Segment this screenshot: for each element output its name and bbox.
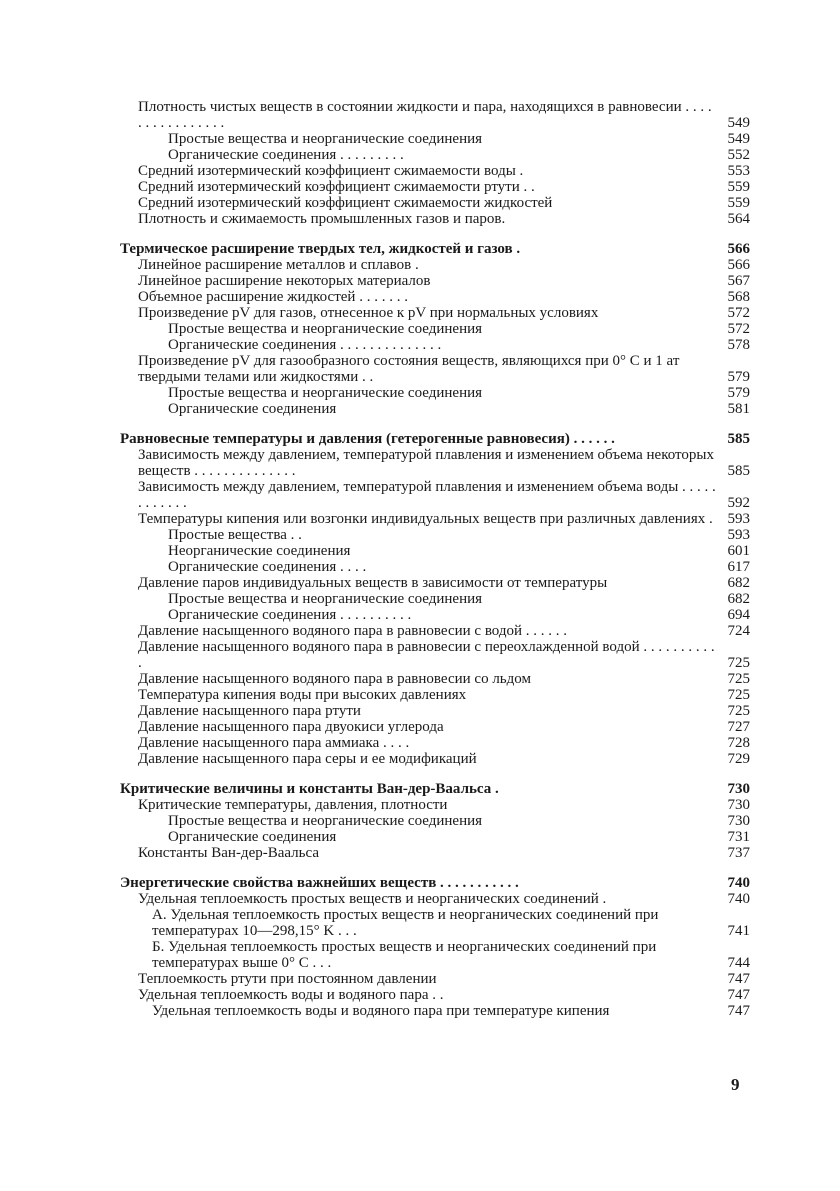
toc-entry-page: 593	[727, 511, 750, 527]
toc-entry-title: Плотность и сжимаемость промышленных газов и паров.	[138, 211, 506, 227]
toc-entry-title: Удельная теплоемкость простых веществ и неорганических соединений .	[138, 891, 607, 907]
toc-entry	[120, 751, 750, 767]
toc-entry-page: 592	[727, 495, 750, 511]
toc-entry-page: 747	[727, 971, 750, 987]
toc-entry-title: Объемное расширение жидкостей . . . . . . .	[138, 289, 408, 305]
toc-entry	[120, 401, 750, 417]
toc-entry-title: Давление насыщенного водяного пара в равновесии с переохлажденной водой . . . . . . . . . . .	[138, 639, 715, 671]
toc-entry	[120, 829, 750, 845]
toc-entry-title: Давление насыщенного водяного пара в равновесии с водой . . . . . .	[138, 623, 568, 639]
toc-entry	[120, 511, 750, 527]
toc-entry-page: 747	[727, 1003, 750, 1019]
toc-entry-title: Средний изотермический коэффициент сжимаемости ртути . .	[138, 179, 535, 195]
toc-entry	[120, 687, 750, 703]
toc-entry	[120, 891, 750, 907]
toc-entry-page: 585	[727, 431, 750, 447]
toc-entry	[120, 147, 750, 163]
section-gap	[120, 767, 750, 781]
toc-entry	[120, 971, 750, 987]
toc-entry-title: Давление насыщенного пара серы и ее модификаций	[138, 751, 477, 767]
toc-entry-title: Простые вещества и неорганические соединения	[168, 131, 483, 147]
toc-entry-page: 725	[727, 687, 750, 703]
toc-entry-page: 572	[727, 321, 750, 337]
toc-entry	[120, 527, 750, 543]
toc-entry-title: Органические соединения	[168, 829, 337, 845]
toc-entry-title: Термическое расширение твердых тел, жидкостей и газов .	[120, 241, 521, 257]
toc-entry-page: 566	[727, 257, 750, 273]
toc-entry-title: Давление насыщенного пара двуокиси углерода	[138, 719, 444, 735]
toc-entry-page: 741	[727, 923, 750, 939]
toc-entry-page: 593	[727, 527, 750, 543]
toc-entry	[120, 623, 750, 639]
toc-entry-page: 740	[727, 875, 750, 891]
toc-entry-page: 549	[727, 115, 750, 131]
toc-entry-page: 568	[727, 289, 750, 305]
toc-entry-title: Константы Ван-дер-Ваальса	[138, 845, 319, 861]
toc-section-heading	[120, 431, 750, 447]
toc-entry-title: Удельная теплоемкость воды и водяного пара . .	[138, 987, 444, 1003]
toc-entry-page: 578	[727, 337, 750, 353]
toc-entry-page: 731	[727, 829, 750, 845]
toc-entry	[120, 671, 750, 687]
toc-entry-page: 585	[727, 463, 750, 479]
toc-entry-title: Средний изотермический коэффициент сжимаемости жидкостей	[138, 195, 553, 211]
toc-entry	[120, 639, 750, 671]
toc-entry-page: 694	[727, 607, 750, 623]
table-of-contents	[120, 99, 750, 1019]
toc-entry	[120, 273, 750, 289]
toc-entry	[120, 907, 750, 939]
toc-entry-title: Энергетические свойства важнейших веществ . . . . . . . . . . .	[120, 875, 519, 891]
toc-entry	[120, 703, 750, 719]
toc-entry-title: Температура кипения воды при высоких давлениях	[138, 687, 467, 703]
toc-entry-page: 730	[727, 813, 750, 829]
toc-entry	[120, 719, 750, 735]
toc-entry	[120, 289, 750, 305]
toc-entry	[120, 385, 750, 401]
toc-entry	[120, 163, 750, 179]
toc-entry-page: 553	[727, 163, 750, 179]
toc-entry-page: 549	[727, 131, 750, 147]
toc-entry-title: Простые вещества и неорганические соединения	[168, 591, 483, 607]
toc-entry-page: 572	[727, 305, 750, 321]
toc-entry-title: Зависимость между давлением, температурой плавления и изменением объема воды . . . . . . . . . . . .	[138, 479, 716, 511]
section-gap	[120, 227, 750, 241]
toc-entry	[120, 321, 750, 337]
toc-entry-page: 729	[727, 751, 750, 767]
toc-entry	[120, 797, 750, 813]
toc-entry-title: Органические соединения	[168, 401, 337, 417]
toc-entry-title: Произведение pV для газообразного состояния веществ, являющихся при 0° C и 1 ат твердыми телами или жидкостями . .	[138, 353, 680, 385]
toc-entry-title: Органические соединения . . . .	[168, 559, 367, 575]
toc-entry-title: Произведение pV для газов, отнесенное к pV при нормальных условиях	[138, 305, 599, 321]
toc-entry	[120, 179, 750, 195]
toc-entry-page: 740	[727, 891, 750, 907]
toc-entry-title: Удельная теплоемкость воды и водяного пара при температуре кипения	[152, 1003, 610, 1019]
toc-entry-page: 579	[727, 385, 750, 401]
toc-entry-title: Давление насыщенного водяного пара в равновесии со льдом	[138, 671, 531, 687]
toc-entry-title: Простые вещества . .	[168, 527, 302, 543]
toc-entry-title: Простые вещества и неорганические соединения	[168, 813, 483, 829]
toc-entry	[120, 591, 750, 607]
toc-entry-page: 725	[727, 655, 750, 671]
toc-entry	[120, 195, 750, 211]
toc-entry-page: 730	[727, 797, 750, 813]
toc-entry	[120, 1003, 750, 1019]
toc-entry-page: 552	[727, 147, 750, 163]
toc-entry-title: Органические соединения . . . . . . . . . .	[168, 607, 412, 623]
toc-entry-title: Критические температуры, давления, плотности	[138, 797, 448, 813]
toc-entry	[120, 939, 750, 971]
section-gap	[120, 417, 750, 431]
toc-entry-page: 601	[727, 543, 750, 559]
toc-entry-title: Давление паров индивидуальных веществ в зависимости от температуры	[138, 575, 608, 591]
toc-entry-title: Линейное расширение металлов и сплавов .	[138, 257, 419, 273]
toc-entry-title: Давление насыщенного пара ртути	[138, 703, 361, 719]
toc-entry	[120, 131, 750, 147]
toc-entry-page: 564	[727, 211, 750, 227]
toc-entry-title: Б. Удельная теплоемкость простых веществ и неорганических соединений при температурах выше 0° C . . .	[152, 939, 657, 971]
toc-entry-page: 724	[727, 623, 750, 639]
toc-entry-title: А. Удельная теплоемкость простых веществ и неорганических соединений при температурах 10—298,15° K . . .	[152, 907, 659, 939]
toc-entry-page: 730	[727, 781, 750, 797]
toc-entry	[120, 735, 750, 751]
toc-entry-page: 581	[727, 401, 750, 417]
toc-entry-title: Зависимость между давлением, температурой плавления и изменением объема некоторых веществ . . . . . . . . . . . . . .	[138, 447, 714, 479]
toc-section-heading	[120, 241, 750, 257]
toc-entry	[120, 305, 750, 321]
toc-entry-title: Температуры кипения или возгонки индивидуальных веществ при различных давлениях .	[138, 511, 713, 527]
toc-entry	[120, 479, 750, 511]
toc-entry-title: Теплоемкость ртути при постоянном давлении	[138, 971, 437, 987]
toc-entry-title: Неорганические соединения	[168, 543, 351, 559]
toc-entry-page: 728	[727, 735, 750, 751]
toc-entry	[120, 543, 750, 559]
toc-entry-title: Простые вещества и неорганические соединения	[168, 321, 483, 337]
toc-entry-page: 566	[727, 241, 750, 257]
toc-entry-title: Равновесные температуры и давления (гетерогенные равновесия) . . . . . .	[120, 431, 615, 447]
toc-entry	[120, 575, 750, 591]
toc-entry-page: 727	[727, 719, 750, 735]
page-number: 9	[731, 1075, 740, 1094]
toc-section-heading	[120, 781, 750, 797]
toc-entry-page: 725	[727, 671, 750, 687]
toc-entry-title: Органические соединения . . . . . . . . .	[168, 147, 404, 163]
toc-entry	[120, 845, 750, 861]
section-gap	[120, 861, 750, 875]
toc-entry-page: 567	[727, 273, 750, 289]
toc-entry-page: 682	[727, 591, 750, 607]
toc-entry-page: 559	[727, 195, 750, 211]
toc-entry	[120, 447, 750, 479]
toc-entry	[120, 559, 750, 575]
toc-entry-title: Давление насыщенного пара аммиака . . . .	[138, 735, 410, 751]
toc-entry-title: Линейное расширение некоторых материалов	[138, 273, 431, 289]
toc-section-heading	[120, 875, 750, 891]
toc-entry-page: 682	[727, 575, 750, 591]
toc-entry-page: 737	[727, 845, 750, 861]
toc-entry	[120, 99, 750, 131]
toc-entry-title: Плотность чистых веществ в состоянии жидкости и пара, находящихся в равновесии . . . . . . . . . . . . . . . .	[138, 99, 712, 131]
toc-entry-page: 559	[727, 179, 750, 195]
toc-entry-page: 579	[727, 369, 750, 385]
toc-entry-page: 725	[727, 703, 750, 719]
toc-entry	[120, 987, 750, 1003]
toc-entry-page: 617	[727, 559, 750, 575]
toc-entry-page: 744	[727, 955, 750, 971]
toc-entry	[120, 257, 750, 273]
toc-entry-title: Критические величины и константы Ван-дер-Ваальса .	[120, 781, 499, 797]
toc-entry	[120, 607, 750, 623]
toc-entry-title: Средний изотермический коэффициент сжимаемости воды .	[138, 163, 524, 179]
toc-entry	[120, 813, 750, 829]
toc-entry-title: Простые вещества и неорганические соединения	[168, 385, 483, 401]
toc-entry	[120, 211, 750, 227]
toc-entry	[120, 337, 750, 353]
toc-entry-title: Органические соединения . . . . . . . . . . . . . .	[168, 337, 442, 353]
toc-entry	[120, 353, 750, 385]
toc-entry-page: 747	[727, 987, 750, 1003]
